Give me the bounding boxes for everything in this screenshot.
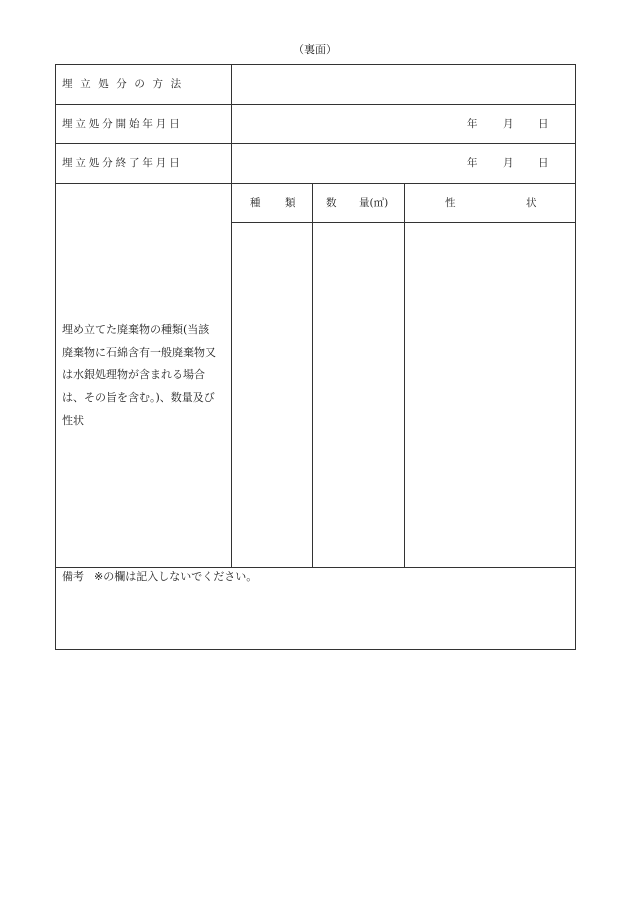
end-date-field[interactable]: [233, 144, 574, 182]
start-date-field[interactable]: [233, 105, 574, 142]
waste-type-field[interactable]: [233, 224, 311, 566]
method-label: 埋立処分の方法: [62, 78, 189, 90]
start-day-unit: 日: [538, 118, 549, 130]
waste-label-line: は、その旨を含む。)、数量及び: [62, 391, 215, 405]
column-header-divider: [231, 222, 575, 223]
remarks-note: ※の欄は記入しないでください。: [94, 570, 258, 583]
waste-quantity-field[interactable]: [314, 224, 403, 566]
waste-section-label: [62, 319, 230, 433]
method-field[interactable]: [233, 66, 574, 103]
col-header-quantity-2: 量(㎥): [359, 197, 389, 209]
form-table: [55, 64, 576, 650]
column-divider: [312, 183, 313, 567]
col-header-quantity-1: 数: [326, 197, 337, 209]
remarks-label: 備考: [62, 570, 84, 583]
column-divider: [404, 183, 405, 567]
waste-label-line: 埋め立てた廃棄物の種類(当該: [62, 323, 210, 336]
start-year-unit: 年: [467, 118, 478, 130]
row-divider: [56, 567, 575, 568]
row-divider: [56, 183, 575, 184]
waste-property-field[interactable]: [406, 224, 574, 566]
end-date-label: 埋立処分終了年月日: [62, 157, 183, 169]
remarks: [62, 570, 257, 584]
waste-label-line: は水銀処理物が含まれる場合: [62, 368, 205, 382]
waste-label-line: 性状: [62, 413, 84, 427]
col-header-property-2: 状: [526, 197, 537, 209]
end-year-unit: 年: [467, 157, 478, 169]
start-date-label: 埋立処分開始年月日: [62, 118, 183, 130]
waste-label-line: 廃棄物に石綿含有一般廃棄物又: [62, 345, 216, 359]
end-day-unit: 日: [538, 157, 549, 169]
page-heading: （裏面）: [293, 43, 337, 56]
col-header-property-1: 性: [445, 197, 456, 209]
col-header-type-2: 類: [285, 197, 296, 209]
end-month-unit: 月: [503, 157, 514, 169]
start-month-unit: 月: [503, 118, 514, 130]
label-column-divider: [231, 65, 232, 567]
col-header-type-1: 種: [250, 197, 261, 209]
